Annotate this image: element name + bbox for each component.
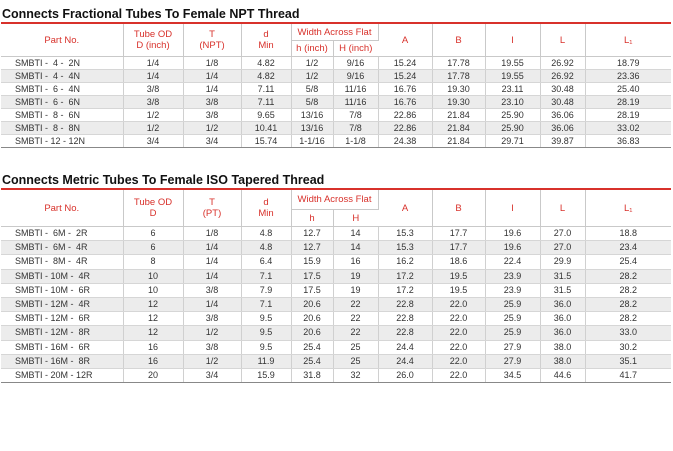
cell-a: 15.24 bbox=[378, 70, 432, 83]
cell-l1: 35.1 bbox=[585, 354, 671, 368]
cell-part-no: SMBTI - 8 - 6N bbox=[1, 109, 123, 122]
cell-l1: 28.2 bbox=[585, 297, 671, 311]
cell-b: 22.0 bbox=[432, 297, 485, 311]
header-a: A bbox=[378, 23, 432, 57]
table-row bbox=[1, 57, 671, 70]
cell-a: 22.86 bbox=[378, 122, 432, 135]
header-b: B bbox=[432, 189, 485, 227]
cell-h-upper: 14 bbox=[333, 241, 378, 255]
cell-i: 25.90 bbox=[485, 122, 540, 135]
cell-tube-od: 16 bbox=[123, 340, 183, 354]
cell-h-upper: 32 bbox=[333, 368, 378, 382]
cell-l: 26.92 bbox=[540, 70, 585, 83]
header-t: T (PT) bbox=[183, 189, 241, 227]
cell-l1: 30.2 bbox=[585, 340, 671, 354]
cell-t: 1/2 bbox=[183, 122, 241, 135]
cell-i: 19.6 bbox=[485, 241, 540, 255]
cell-tube-od: 6 bbox=[123, 227, 183, 241]
table-row bbox=[1, 241, 671, 255]
cell-tube-od: 1/4 bbox=[123, 57, 183, 70]
table-row bbox=[1, 283, 671, 297]
cell-d: 10.41 bbox=[241, 122, 291, 135]
cell-b: 19.30 bbox=[432, 96, 485, 109]
cell-part-no: SMBTI - 8M - 4R bbox=[1, 255, 123, 269]
cell-tube-od: 8 bbox=[123, 255, 183, 269]
cell-l1: 28.19 bbox=[585, 96, 671, 109]
cell-tube-od: 3/8 bbox=[123, 96, 183, 109]
cell-h-upper: 19 bbox=[333, 269, 378, 283]
cell-i: 25.9 bbox=[485, 312, 540, 326]
table-row bbox=[1, 109, 671, 122]
cell-h-lower: 31.8 bbox=[291, 368, 333, 382]
cell-h-lower: 20.6 bbox=[291, 326, 333, 340]
cell-part-no: SMBTI - 12M - 4R bbox=[1, 297, 123, 311]
cell-l1: 33.02 bbox=[585, 122, 671, 135]
header-h-lower: h (inch) bbox=[291, 41, 333, 57]
cell-part-no: SMBTI - 6 - 6N bbox=[1, 96, 123, 109]
cell-h-upper: 1-1/8 bbox=[333, 135, 378, 148]
cell-h-lower: 13/16 bbox=[291, 109, 333, 122]
header-tube-od: Tube OD D (inch) bbox=[123, 23, 183, 57]
cell-t: 3/8 bbox=[183, 96, 241, 109]
cell-b: 22.0 bbox=[432, 326, 485, 340]
cell-part-no: SMBTI - 12 - 12N bbox=[1, 135, 123, 148]
cell-t: 1/4 bbox=[183, 269, 241, 283]
cell-d: 7.1 bbox=[241, 297, 291, 311]
cell-i: 19.55 bbox=[485, 57, 540, 70]
header-i: I bbox=[485, 189, 540, 227]
cell-tube-od: 20 bbox=[123, 368, 183, 382]
cell-t: 3/4 bbox=[183, 135, 241, 148]
section2-title: Connects Metric Tubes To Female ISO Tapered Thread bbox=[2, 173, 325, 187]
cell-l1: 28.2 bbox=[585, 312, 671, 326]
cell-l1: 25.4 bbox=[585, 255, 671, 269]
header-l: L bbox=[540, 23, 585, 57]
cell-l: 39.87 bbox=[540, 135, 585, 148]
cell-l: 38.0 bbox=[540, 354, 585, 368]
header-l: L bbox=[540, 189, 585, 227]
cell-b: 18.6 bbox=[432, 255, 485, 269]
cell-h-lower: 1/2 bbox=[291, 70, 333, 83]
cell-tube-od: 10 bbox=[123, 283, 183, 297]
cell-t: 1/8 bbox=[183, 227, 241, 241]
cell-l1: 41.7 bbox=[585, 368, 671, 382]
cell-part-no: SMBTI - 4 - 2N bbox=[1, 57, 123, 70]
cell-h-lower: 1/2 bbox=[291, 57, 333, 70]
cell-tube-od: 3/4 bbox=[123, 135, 183, 148]
header-l1: L₁ bbox=[585, 189, 671, 227]
cell-d: 7.11 bbox=[241, 96, 291, 109]
cell-i: 27.9 bbox=[485, 354, 540, 368]
cell-h-upper: 7/8 bbox=[333, 122, 378, 135]
cell-h-lower: 17.5 bbox=[291, 269, 333, 283]
cell-l: 36.0 bbox=[540, 297, 585, 311]
cell-i: 23.9 bbox=[485, 283, 540, 297]
iso-table-body bbox=[1, 227, 671, 383]
cell-a: 24.38 bbox=[378, 135, 432, 148]
cell-d: 7.9 bbox=[241, 283, 291, 297]
cell-l: 31.5 bbox=[540, 283, 585, 297]
cell-i: 19.55 bbox=[485, 70, 540, 83]
cell-i: 34.5 bbox=[485, 368, 540, 382]
cell-l1: 18.8 bbox=[585, 227, 671, 241]
cell-t: 3/8 bbox=[183, 340, 241, 354]
cell-tube-od: 12 bbox=[123, 326, 183, 340]
header-l1: L₁ bbox=[585, 23, 671, 57]
cell-part-no: SMBTI - 8 - 8N bbox=[1, 122, 123, 135]
cell-t: 1/8 bbox=[183, 57, 241, 70]
cell-tube-od: 1/4 bbox=[123, 70, 183, 83]
cell-part-no: SMBTI - 16M - 8R bbox=[1, 354, 123, 368]
cell-b: 19.5 bbox=[432, 269, 485, 283]
cell-h-upper: 11/16 bbox=[333, 96, 378, 109]
table-row bbox=[1, 297, 671, 311]
cell-l: 36.06 bbox=[540, 122, 585, 135]
cell-d: 7.1 bbox=[241, 269, 291, 283]
cell-a: 15.24 bbox=[378, 57, 432, 70]
header-d: d Min bbox=[241, 23, 291, 57]
cell-d: 9.65 bbox=[241, 109, 291, 122]
table-row bbox=[1, 135, 671, 148]
cell-part-no: SMBTI - 16M - 6R bbox=[1, 340, 123, 354]
header-width-across-flat: Width Across Flat bbox=[291, 189, 378, 210]
table-row bbox=[1, 312, 671, 326]
cell-i: 23.9 bbox=[485, 269, 540, 283]
cell-tube-od: 12 bbox=[123, 297, 183, 311]
table-row bbox=[1, 368, 671, 382]
table-row bbox=[1, 255, 671, 269]
cell-d: 7.11 bbox=[241, 83, 291, 96]
cell-l1: 28.2 bbox=[585, 283, 671, 297]
cell-a: 22.8 bbox=[378, 326, 432, 340]
cell-d: 9.5 bbox=[241, 312, 291, 326]
cell-h-upper: 19 bbox=[333, 283, 378, 297]
cell-part-no: SMBTI - 4 - 4N bbox=[1, 70, 123, 83]
header-width-across-flat: Width Across Flat bbox=[291, 23, 378, 41]
cell-i: 19.6 bbox=[485, 227, 540, 241]
cell-i: 22.4 bbox=[485, 255, 540, 269]
cell-l: 36.0 bbox=[540, 326, 585, 340]
cell-t: 3/8 bbox=[183, 109, 241, 122]
cell-b: 17.78 bbox=[432, 57, 485, 70]
cell-a: 22.86 bbox=[378, 109, 432, 122]
cell-h-lower: 1-1/16 bbox=[291, 135, 333, 148]
header-tube-od: Tube OD D bbox=[123, 189, 183, 227]
cell-h-lower: 5/8 bbox=[291, 83, 333, 96]
cell-tube-od: 3/8 bbox=[123, 83, 183, 96]
cell-l: 36.0 bbox=[540, 312, 585, 326]
cell-t: 1/4 bbox=[183, 241, 241, 255]
cell-l: 30.48 bbox=[540, 96, 585, 109]
cell-part-no: SMBTI - 12M - 8R bbox=[1, 326, 123, 340]
cell-a: 24.4 bbox=[378, 340, 432, 354]
cell-h-upper: 25 bbox=[333, 340, 378, 354]
cell-t: 3/4 bbox=[183, 368, 241, 382]
table-row bbox=[1, 70, 671, 83]
cell-h-upper: 22 bbox=[333, 326, 378, 340]
cell-part-no: SMBTI - 6 - 4N bbox=[1, 83, 123, 96]
header-d: d Min bbox=[241, 189, 291, 227]
cell-h-lower: 20.6 bbox=[291, 312, 333, 326]
table-row bbox=[1, 122, 671, 135]
cell-i: 23.11 bbox=[485, 83, 540, 96]
cell-b: 22.0 bbox=[432, 368, 485, 382]
cell-tube-od: 10 bbox=[123, 269, 183, 283]
table-row bbox=[1, 83, 671, 96]
cell-h-upper: 9/16 bbox=[333, 70, 378, 83]
cell-h-lower: 25.4 bbox=[291, 354, 333, 368]
cell-a: 16.76 bbox=[378, 83, 432, 96]
cell-l1: 25.40 bbox=[585, 83, 671, 96]
cell-a: 22.8 bbox=[378, 297, 432, 311]
cell-l1: 33.0 bbox=[585, 326, 671, 340]
cell-d: 4.8 bbox=[241, 241, 291, 255]
cell-l1: 18.79 bbox=[585, 57, 671, 70]
cell-d: 15.74 bbox=[241, 135, 291, 148]
cell-l: 30.48 bbox=[540, 83, 585, 96]
cell-d: 6.4 bbox=[241, 255, 291, 269]
cell-h-lower: 5/8 bbox=[291, 96, 333, 109]
cell-l: 27.0 bbox=[540, 227, 585, 241]
cell-h-upper: 16 bbox=[333, 255, 378, 269]
cell-tube-od: 6 bbox=[123, 241, 183, 255]
cell-i: 25.9 bbox=[485, 326, 540, 340]
cell-a: 17.2 bbox=[378, 283, 432, 297]
cell-l1: 28.2 bbox=[585, 269, 671, 283]
cell-h-upper: 25 bbox=[333, 354, 378, 368]
npt-table-body bbox=[1, 57, 671, 148]
cell-tube-od: 1/2 bbox=[123, 109, 183, 122]
cell-t: 1/4 bbox=[183, 297, 241, 311]
cell-part-no: SMBTI - 10M - 6R bbox=[1, 283, 123, 297]
cell-b: 19.30 bbox=[432, 83, 485, 96]
table-row bbox=[1, 269, 671, 283]
table-row bbox=[1, 354, 671, 368]
cell-l: 38.0 bbox=[540, 340, 585, 354]
cell-part-no: SMBTI - 20M - 12R bbox=[1, 368, 123, 382]
cell-l1: 36.83 bbox=[585, 135, 671, 148]
cell-i: 25.90 bbox=[485, 109, 540, 122]
cell-b: 22.0 bbox=[432, 312, 485, 326]
header-i: I bbox=[485, 23, 540, 57]
cell-a: 22.8 bbox=[378, 312, 432, 326]
cell-l: 44.6 bbox=[540, 368, 585, 382]
cell-part-no: SMBTI - 12M - 6R bbox=[1, 312, 123, 326]
cell-b: 21.84 bbox=[432, 135, 485, 148]
cell-h-upper: 7/8 bbox=[333, 109, 378, 122]
cell-l1: 28.19 bbox=[585, 109, 671, 122]
npt-thread-table bbox=[1, 22, 671, 148]
cell-h-upper: 11/16 bbox=[333, 83, 378, 96]
cell-t: 3/8 bbox=[183, 283, 241, 297]
cell-h-lower: 25.4 bbox=[291, 340, 333, 354]
cell-h-lower: 12.7 bbox=[291, 227, 333, 241]
cell-t: 1/2 bbox=[183, 354, 241, 368]
cell-d: 4.82 bbox=[241, 57, 291, 70]
cell-h-lower: 15.9 bbox=[291, 255, 333, 269]
header-h-upper: H (inch) bbox=[333, 41, 378, 57]
cell-h-lower: 17.5 bbox=[291, 283, 333, 297]
cell-d: 15.9 bbox=[241, 368, 291, 382]
cell-b: 22.0 bbox=[432, 340, 485, 354]
cell-t: 1/4 bbox=[183, 255, 241, 269]
cell-i: 23.10 bbox=[485, 96, 540, 109]
header-b: B bbox=[432, 23, 485, 57]
cell-h-lower: 12.7 bbox=[291, 241, 333, 255]
cell-tube-od: 16 bbox=[123, 354, 183, 368]
header-h-lower: h bbox=[291, 210, 333, 227]
cell-h-upper: 9/16 bbox=[333, 57, 378, 70]
cell-part-no: SMBTI - 6M - 2R bbox=[1, 227, 123, 241]
cell-t: 1/4 bbox=[183, 83, 241, 96]
header-a: A bbox=[378, 189, 432, 227]
table-row bbox=[1, 96, 671, 109]
cell-a: 16.2 bbox=[378, 255, 432, 269]
header-t: T (NPT) bbox=[183, 23, 241, 57]
cell-b: 17.78 bbox=[432, 70, 485, 83]
iso-thread-table bbox=[1, 188, 671, 383]
cell-d: 9.5 bbox=[241, 340, 291, 354]
cell-a: 26.0 bbox=[378, 368, 432, 382]
cell-h-upper: 22 bbox=[333, 312, 378, 326]
cell-l: 29.9 bbox=[540, 255, 585, 269]
cell-part-no: SMBTI - 6M - 4R bbox=[1, 241, 123, 255]
cell-d: 4.82 bbox=[241, 70, 291, 83]
cell-i: 27.9 bbox=[485, 340, 540, 354]
cell-tube-od: 12 bbox=[123, 312, 183, 326]
cell-d: 4.8 bbox=[241, 227, 291, 241]
header-part-no: Part No. bbox=[1, 189, 123, 227]
cell-b: 22.0 bbox=[432, 354, 485, 368]
cell-b: 17.7 bbox=[432, 227, 485, 241]
cell-a: 17.2 bbox=[378, 269, 432, 283]
cell-l: 26.92 bbox=[540, 57, 585, 70]
cell-t: 1/4 bbox=[183, 70, 241, 83]
cell-a: 15.3 bbox=[378, 241, 432, 255]
cell-d: 11.9 bbox=[241, 354, 291, 368]
cell-b: 19.5 bbox=[432, 283, 485, 297]
cell-t: 1/2 bbox=[183, 326, 241, 340]
cell-i: 25.9 bbox=[485, 297, 540, 311]
cell-l: 31.5 bbox=[540, 269, 585, 283]
cell-l1: 23.4 bbox=[585, 241, 671, 255]
table-row bbox=[1, 326, 671, 340]
cell-b: 21.84 bbox=[432, 122, 485, 135]
cell-b: 17.7 bbox=[432, 241, 485, 255]
cell-b: 21.84 bbox=[432, 109, 485, 122]
table-row bbox=[1, 227, 671, 241]
cell-a: 16.76 bbox=[378, 96, 432, 109]
cell-t: 3/8 bbox=[183, 312, 241, 326]
table-row bbox=[1, 340, 671, 354]
cell-h-upper: 22 bbox=[333, 297, 378, 311]
cell-l: 36.06 bbox=[540, 109, 585, 122]
cell-l: 27.0 bbox=[540, 241, 585, 255]
section1-title: Connects Fractional Tubes To Female NPT Thread bbox=[2, 7, 300, 21]
cell-d: 9.5 bbox=[241, 326, 291, 340]
cell-h-upper: 14 bbox=[333, 227, 378, 241]
header-h-upper: H bbox=[333, 210, 378, 227]
cell-h-lower: 20.6 bbox=[291, 297, 333, 311]
cell-part-no: SMBTI - 10M - 4R bbox=[1, 269, 123, 283]
cell-i: 29.71 bbox=[485, 135, 540, 148]
cell-tube-od: 1/2 bbox=[123, 122, 183, 135]
cell-h-lower: 13/16 bbox=[291, 122, 333, 135]
cell-a: 24.4 bbox=[378, 354, 432, 368]
cell-a: 15.3 bbox=[378, 227, 432, 241]
cell-l1: 23.36 bbox=[585, 70, 671, 83]
header-part-no: Part No. bbox=[1, 23, 123, 57]
